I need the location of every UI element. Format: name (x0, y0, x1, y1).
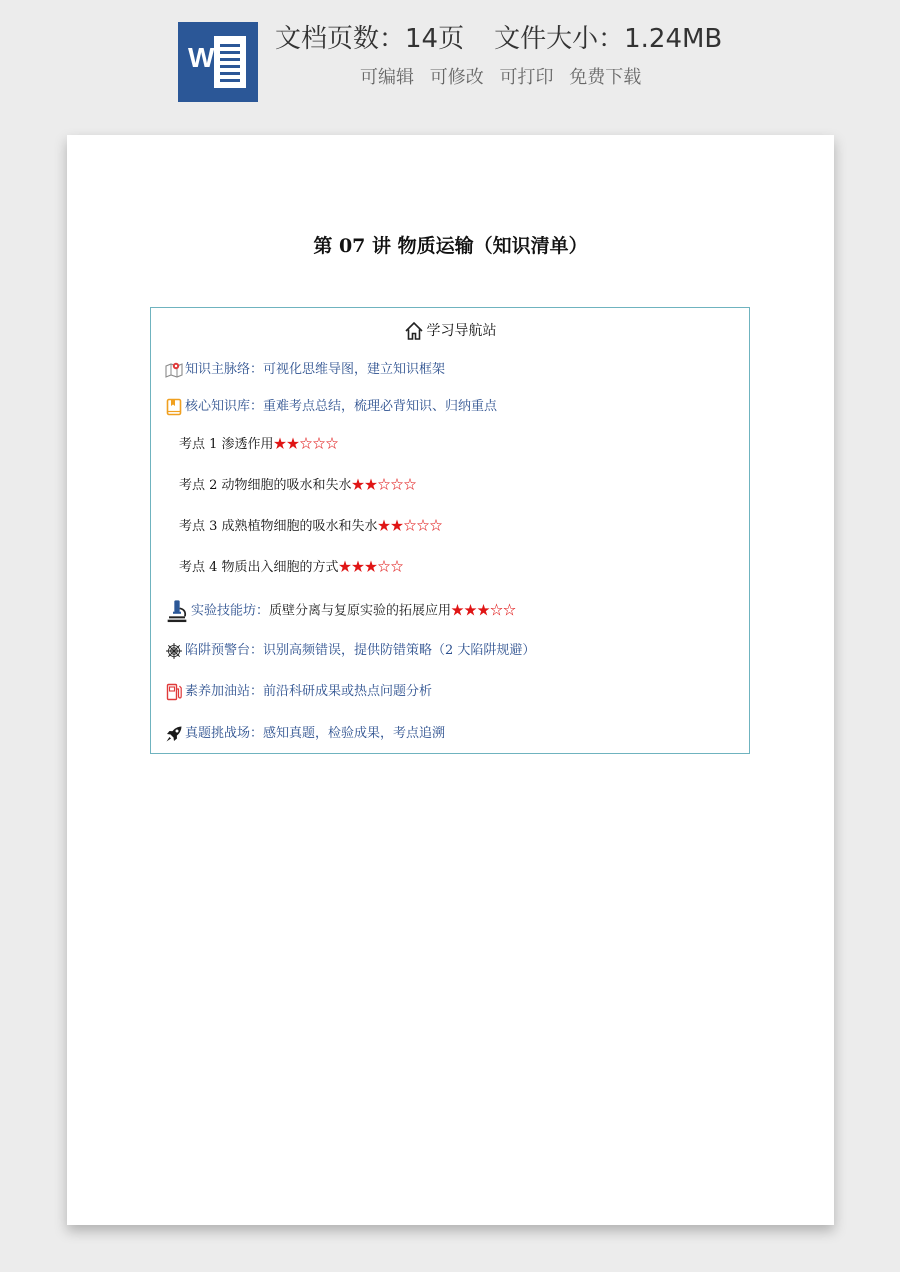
download-header (0, 0, 900, 125)
exam-point-text: 考点 1 渗透作用 (179, 437, 274, 452)
exam-point-text: 考点 2 动物细胞的吸水和失水 (179, 478, 352, 493)
knowledge-map-desc: 可视化思维导图，建立知识框架 (263, 362, 446, 377)
difficulty-stars: ★★☆☆☆ (273, 437, 339, 452)
trap-desc: 识别高频错误，提供防错策略（2 大陷阱规避） (263, 643, 536, 658)
exam-point-text: 考点 4 物质出入细胞的方式 (179, 560, 339, 575)
nav-item-knowledge-map[interactable] (165, 360, 445, 380)
word-icon-letter: W (188, 42, 215, 73)
nav-item-literacy[interactable] (165, 682, 432, 702)
exam-point-text: 考点 3 成熟植物细胞的吸水和失水 (179, 519, 378, 534)
core-library-desc: 重难考点总结，梳理必背知识、归纳重点 (263, 399, 498, 414)
house-icon (404, 321, 424, 341)
file-size: 文件大小：1.24MB (494, 24, 723, 54)
feature-list (360, 66, 651, 90)
experiment-label: 实验技能坊： (191, 603, 270, 619)
doc-meta (275, 22, 722, 56)
nav-item-trap[interactable] (165, 641, 535, 661)
feature-editable: 可编辑 (360, 67, 414, 88)
feature-modifiable: 可修改 (429, 67, 484, 88)
exam-point-1[interactable] (179, 435, 339, 455)
trap-label: 陷阱预警台： (185, 643, 264, 658)
difficulty-stars: ★★★☆☆ (451, 603, 517, 619)
feature-printable: 可打印 (499, 67, 554, 88)
core-library-label: 核心知识库： (185, 399, 264, 414)
difficulty-stars: ★★☆☆☆ (351, 478, 417, 493)
knowledge-map-label: 知识主脉络： (185, 362, 264, 377)
difficulty-stars: ★★★☆☆ (338, 560, 404, 575)
challenge-desc: 感知真题，检验成果，考点追溯 (263, 726, 446, 741)
word-icon (178, 22, 258, 102)
experiment-desc: 质壁分离与复原实验的拓展应用 (269, 603, 452, 619)
fuel-pump-icon (165, 683, 183, 701)
nav-item-core-library[interactable] (165, 397, 497, 417)
literacy-label: 素养加油站： (185, 684, 264, 699)
difficulty-stars: ★★☆☆☆ (377, 519, 443, 534)
nav-item-challenge[interactable] (165, 724, 445, 744)
feature-free-download: 免费下载 (569, 67, 642, 88)
book-icon (165, 398, 183, 416)
nav-title (151, 320, 749, 342)
page-title: 第 07 讲 物质运输（知识清单） (313, 235, 588, 257)
nav-item-experiment[interactable] (165, 599, 516, 623)
exam-point-3[interactable] (179, 517, 443, 537)
word-icon-page (214, 36, 246, 88)
microscope-icon (165, 599, 189, 623)
exam-point-2[interactable] (179, 476, 417, 496)
study-nav-box (150, 307, 750, 754)
rocket-icon (165, 725, 183, 743)
exam-point-4[interactable] (179, 558, 404, 578)
map-pin-icon (165, 361, 183, 379)
challenge-label: 真题挑战场： (185, 726, 264, 741)
page-count: 文档页数：14页 (275, 24, 465, 54)
nav-title-text: 学习导航站 (426, 323, 497, 339)
literacy-desc: 前沿科研成果或热点问题分析 (263, 684, 433, 699)
document-page (67, 135, 834, 1225)
spider-web-icon (165, 642, 183, 660)
